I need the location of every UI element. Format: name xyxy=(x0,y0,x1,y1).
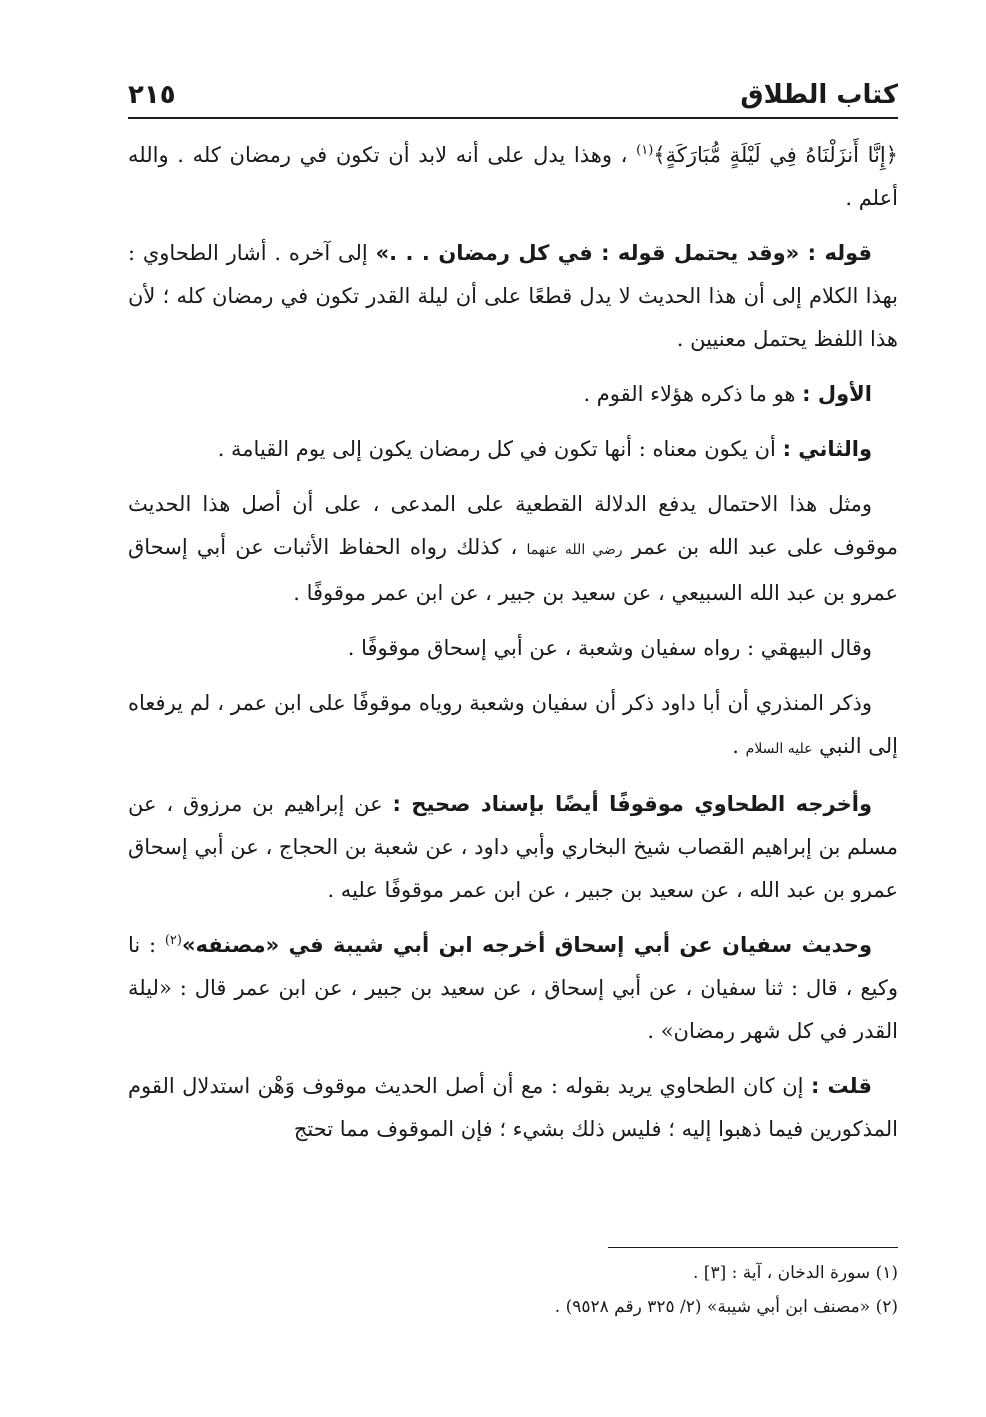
paragraph-3: الأول : هو ما ذكره هؤلاء القوم . xyxy=(583,382,872,406)
paragraph-heading: والثاني : xyxy=(782,437,872,461)
page-header xyxy=(128,60,898,116)
paragraph-2: قوله : «وقد يحتمل قوله : في كل رمضان . . .» إلى آخره . أشار الطحاوي : بهذا الكلام إلى أن هذا الحديث لا يدل قطعًا على أن ليلة القدر تكون في رمضان كله ؛ لأن هذا اللفظ يحتمل معنيين . xyxy=(128,241,898,351)
paragraph-6: وقال البيهقي : رواه سفيان وشعبة ، عن أبي إسحاق موقوفًا . xyxy=(347,636,872,660)
paragraph-heading: الأول : xyxy=(802,382,872,406)
paragraph-10: قلت : إن كان الطحاوي يريد بقوله : مع أن أصل الحديث موقوف وَهْن استدلال القوم المذكورين فيما ذهبوا إليه ؛ فليس ذلك بشيء ؛ فإن الموقوف مما تحتج xyxy=(128,1074,898,1141)
footnote-ref-2: (٢) xyxy=(164,933,182,948)
paragraph-8: وأخرجه الطحاوي موقوفًا أيضًا بإسناد صحيح : عن إبراهيم بن مرزوق ، عن مسلم بن إبراهيم القصاب شيخ البخاري وأبي داود ، عن شعبة بن الحجاج ، عن أبي إسحاق عمرو بن عبد الله ، عن سعيد بن جبير ، عن ابن عمر موقوفًا عليه . xyxy=(128,792,898,902)
paragraph-heading: قلت : xyxy=(810,1074,872,1098)
paragraph-4: والثاني : أن يكون معناه : أنها تكون في كل رمضان يكون إلى يوم القيامة . xyxy=(217,437,872,461)
header-rule xyxy=(128,117,898,119)
page-number: ٢١٥ xyxy=(128,80,176,110)
paragraph-heading: قوله : «وقد يحتمل قوله : في كل رمضان . . .» xyxy=(375,241,872,265)
footnote-ref-1: (١) xyxy=(636,143,654,158)
paragraph-7: وذكر المنذري أن أبا داود ذكر أن سفيان وشعبة روياه موقوفًا على ابن عمر ، لم يرفعاه إلى النبي عليه السلام . xyxy=(128,691,898,758)
paragraph-heading: وأخرجه الطحاوي موقوفًا أيضًا بإسناد صحيح : xyxy=(392,792,872,816)
honorific-glyph: عليه السلام xyxy=(745,741,813,757)
paragraph-1: ﴿إِنَّا أَنزَلْنَاهُ فِي لَيْلَةٍ مُّبَارَكَةٍ﴾$^{(١)}$ ، وهذا يدل على أنه لابد أن تكون في رمضان كله . والله أعلم . xyxy=(128,143,898,210)
book-title: كتاب الطلاق xyxy=(740,80,898,110)
main-text xyxy=(128,134,898,1163)
footnotes xyxy=(128,1256,898,1324)
footnote-rule xyxy=(608,1247,898,1248)
footnote-1: (١) سورة الدخان ، آية : [٣] . xyxy=(693,1263,898,1283)
paragraph-5: ومثل هذا الاحتمال يدفع الدلالة القطعية على المدعى ، على أن أصل هذا الحديث موقوف على عبد الله بن عمر رضي الله عنهما ، كذلك رواه الحفاظ الأثبات عن أبي إسحاق عمرو بن عبد الله السبيعي ، عن سعيد بن جبير ، عن ابن عمر موقوفًا . xyxy=(128,492,899,605)
paragraph-heading: وحديث سفيان عن أبي إسحاق أخرجه ابن أبي شيبة في «مصنفه» xyxy=(181,933,872,957)
honorific-glyph: رضي الله عنهما xyxy=(526,542,623,558)
quran-verse: ﴿إِنَّا أَنزَلْنَاهُ فِي لَيْلَةٍ مُّبَارَكَةٍ﴾ xyxy=(653,143,898,167)
paragraph-9: وحديث سفيان عن أبي إسحاق أخرجه ابن أبي شيبة في «مصنفه»$^{(٢)}$ : نا وكيع ، قال : ثنا سفيان ، عن أبي إسحاق ، عن سعيد بن جبير ، عن ابن عمر قال : «ليلة القدر في كل شهر رمضان» . xyxy=(128,933,898,1043)
footnote-2: (٢) «مصنف ابن أبي شيبة» (٢/ ٣٢٥ رقم ٩٥٢٨) . xyxy=(554,1297,898,1317)
